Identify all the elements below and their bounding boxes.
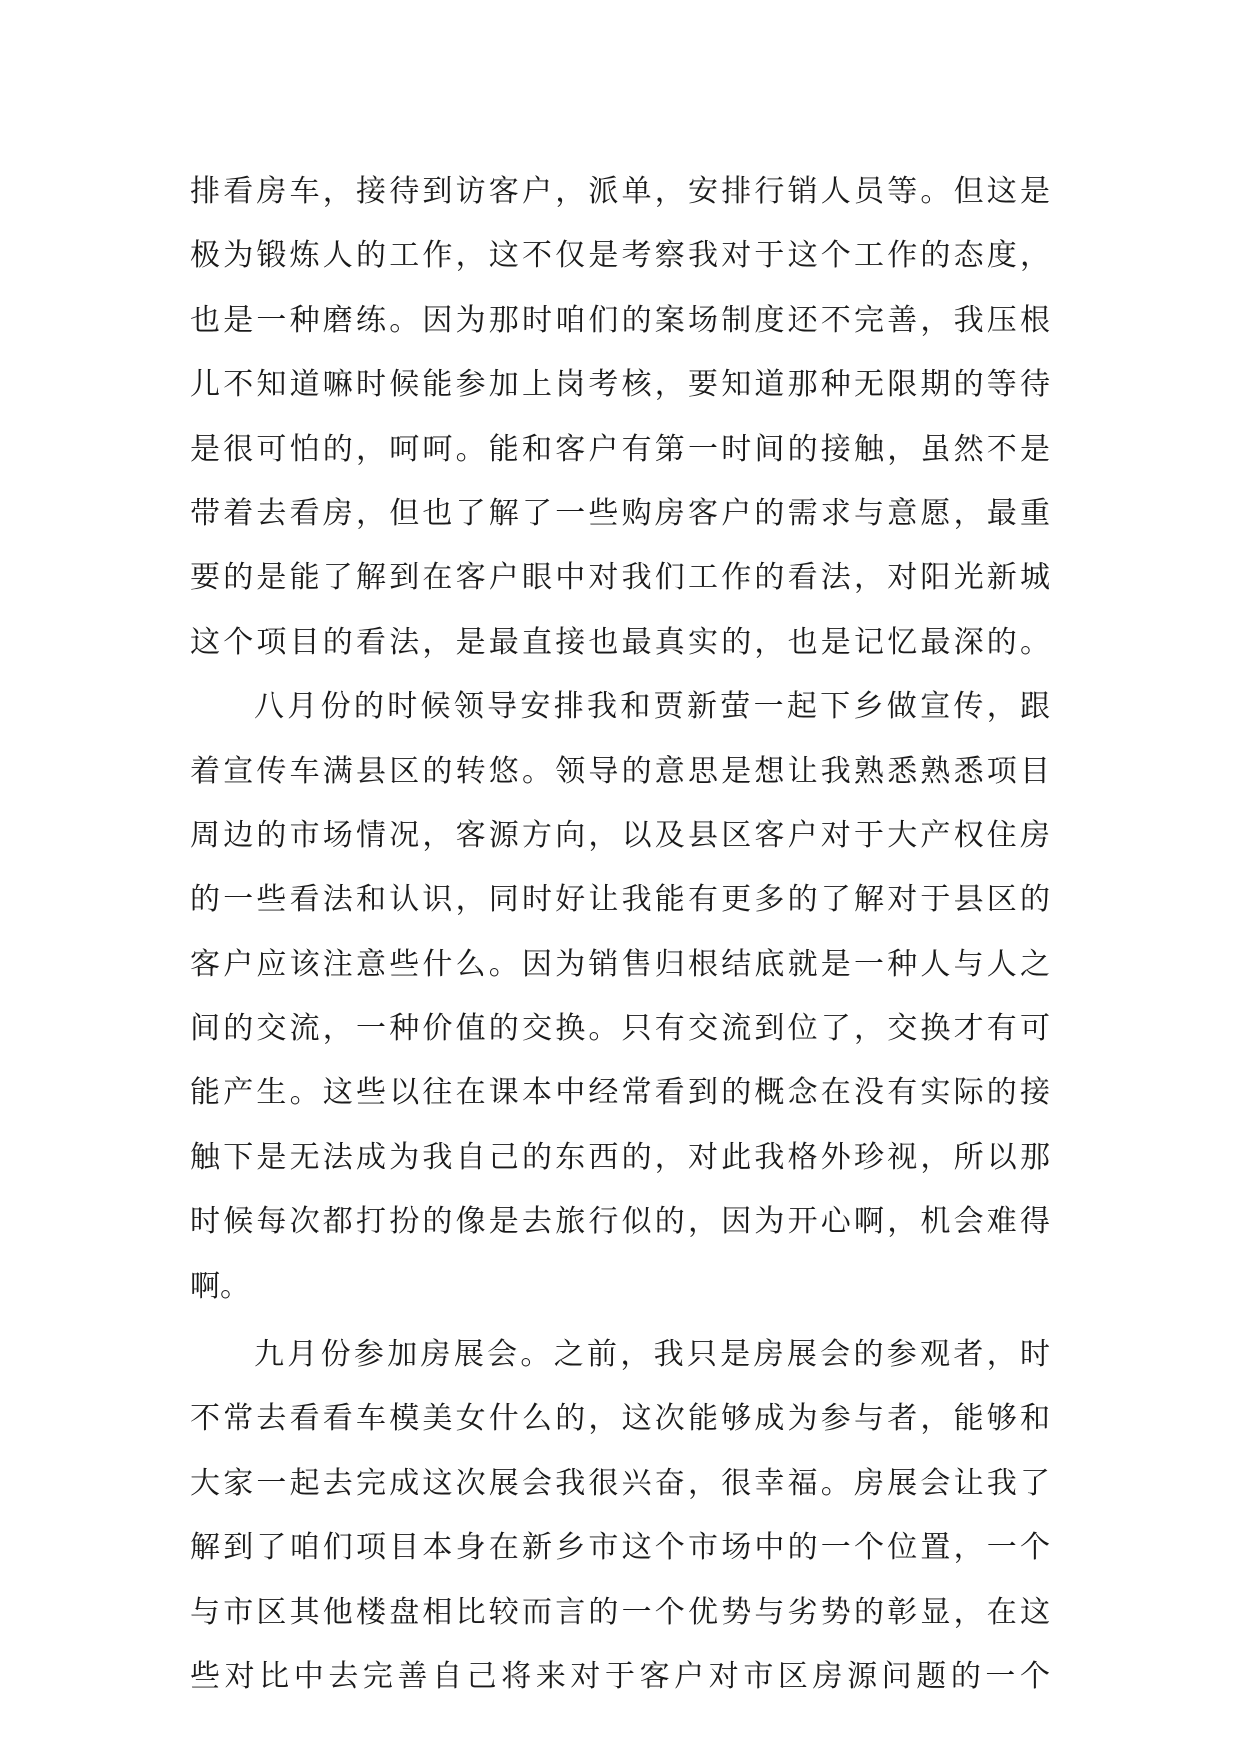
text-line: 能产生。这些以往在课本中经常看到的概念在没有实际的接 xyxy=(190,1075,1050,1111)
text-line: 些对比中去完善自己将来对于客户对市区房源问题的一个 xyxy=(190,1658,1050,1694)
text-line: 着宣传车满县区的转悠。领导的意思是想让我熟悉熟悉项目 xyxy=(190,753,1050,789)
text-line: 带着去看房，但也了解了一些购房客户的需求与意愿，最重 xyxy=(190,495,1050,531)
paragraph xyxy=(190,675,1050,1319)
body-text xyxy=(190,160,1050,1709)
paragraph xyxy=(190,160,1050,675)
text-line: 八月份的时候领导安排我和贾新萤一起下乡做宣传，跟 xyxy=(254,689,1050,725)
text-line: 触下是无法成为我自己的东西的，对此我格外珍视，所以那 xyxy=(190,1139,1050,1175)
text-line: 也是一种磨练。因为那时咱们的案场制度还不完善，我压根 xyxy=(190,302,1050,338)
text-line: 啊。 xyxy=(190,1268,250,1304)
text-line: 极为锻炼人的工作，这不仅是考察我对于这个工作的态度， xyxy=(190,238,1050,274)
text-line: 的一些看法和认识，同时好让我能有更多的了解对于县区的 xyxy=(190,882,1050,918)
text-line: 九月份参加房展会。之前，我只是房展会的参观者，时 xyxy=(254,1337,1050,1373)
text-line: 这个项目的看法，是最直接也最真实的，也是记忆最深的。 xyxy=(190,624,1050,660)
paragraph xyxy=(190,1323,1050,1709)
text-line: 间的交流，一种价值的交换。只有交流到位了，交换才有可 xyxy=(190,1011,1050,1047)
text-line: 要的是能了解到在客户眼中对我们工作的看法，对阳光新城 xyxy=(190,560,1050,596)
text-line: 解到了咱们项目本身在新乡市这个市场中的一个位置，一个 xyxy=(190,1530,1050,1566)
text-line: 不常去看看车模美女什么的，这次能够成为参与者，能够和 xyxy=(190,1401,1050,1437)
text-line: 大家一起去完成这次展会我很兴奋，很幸福。房展会让我了 xyxy=(190,1465,1050,1501)
text-line: 时候每次都打扮的像是去旅行似的，因为开心啊，机会难得 xyxy=(190,1204,1050,1240)
text-line: 周边的市场情况，客源方向，以及县区客户对于大产权住房 xyxy=(190,817,1050,853)
text-line: 是很可怕的，呵呵。能和客户有第一时间的接触，虽然不是 xyxy=(190,431,1050,467)
text-line: 排看房车，接待到访客户，派单，安排行销人员等。但这是 xyxy=(190,174,1050,209)
text-line: 与市区其他楼盘相比较而言的一个优势与劣势的彰显，在这 xyxy=(190,1594,1050,1630)
text-line: 儿不知道嘛时候能参加上岗考核，要知道那种无限期的等待 xyxy=(190,367,1050,403)
text-line: 客户应该注意些什么。因为销售归根结底就是一种人与人之 xyxy=(190,946,1050,982)
